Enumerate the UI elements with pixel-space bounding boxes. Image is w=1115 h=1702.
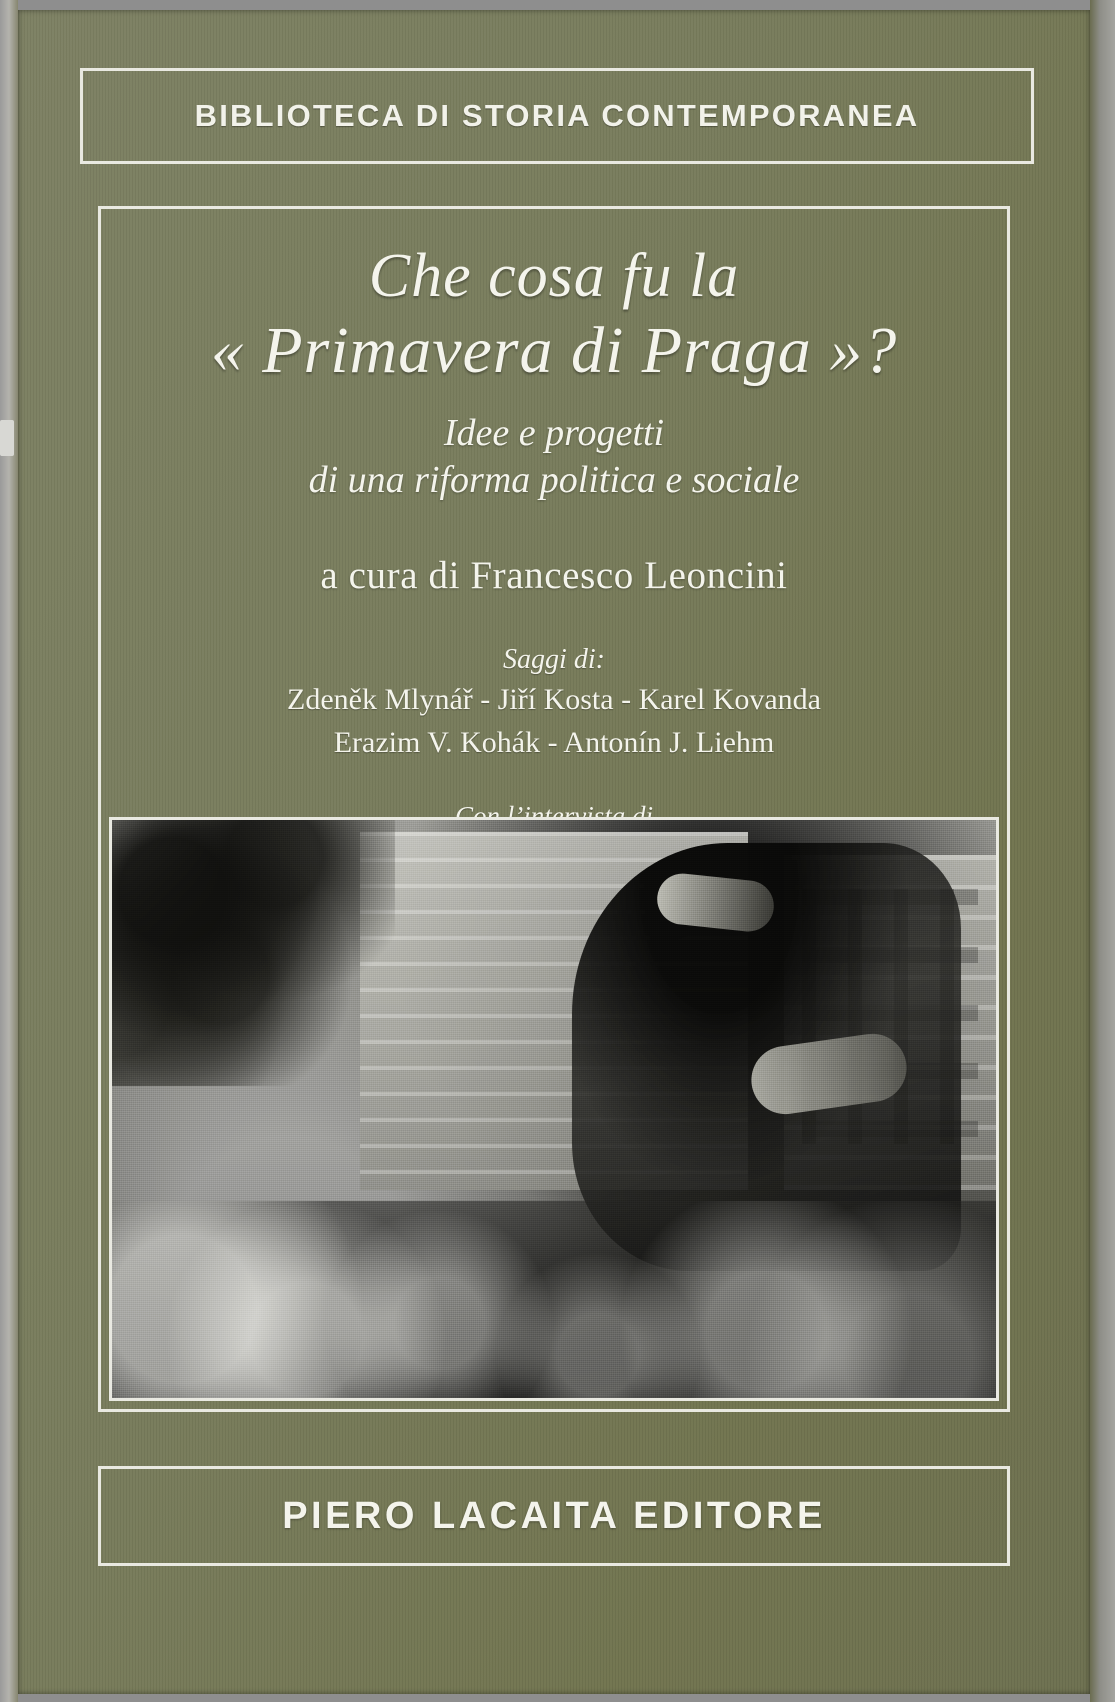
photo-halftone-grain	[112, 820, 996, 1398]
book-subtitle-line-1: Idee e progetti	[443, 411, 665, 454]
book-page-edge-right	[1090, 0, 1115, 1702]
cover-photo-frame	[109, 817, 999, 1401]
book-cover	[18, 10, 1090, 1694]
title-block	[101, 209, 1007, 817]
essay-authors-line-1: Zdeněk Mlynář - Jiří Kosta - Karel Kovanda	[287, 682, 821, 716]
publisher-band	[98, 1466, 1010, 1566]
series-band	[80, 68, 1034, 164]
publisher-name: PIERO LACAITA EDITORE	[282, 1494, 826, 1537]
editor-credit: a cura di Francesco Leoncini	[320, 553, 788, 597]
main-content-frame	[98, 206, 1010, 1412]
book-title-line-2: « Primavera di Praga »?	[210, 313, 898, 387]
book-title-line-1: Che cosa fu la	[368, 242, 740, 310]
cover-photo	[112, 820, 996, 1398]
book-subtitle-line-2: di una riforma politica e sociale	[308, 459, 800, 502]
essays-label: Saggi di:	[503, 643, 605, 675]
series-title: BIBLIOTECA DI STORIA CONTEMPORANEA	[194, 98, 920, 133]
page-edge-nick	[0, 420, 14, 456]
book-page-edge-left	[0, 0, 18, 1702]
essay-authors-line-2: Erazim V. Kohák - Antonín J. Liehm	[333, 726, 775, 760]
